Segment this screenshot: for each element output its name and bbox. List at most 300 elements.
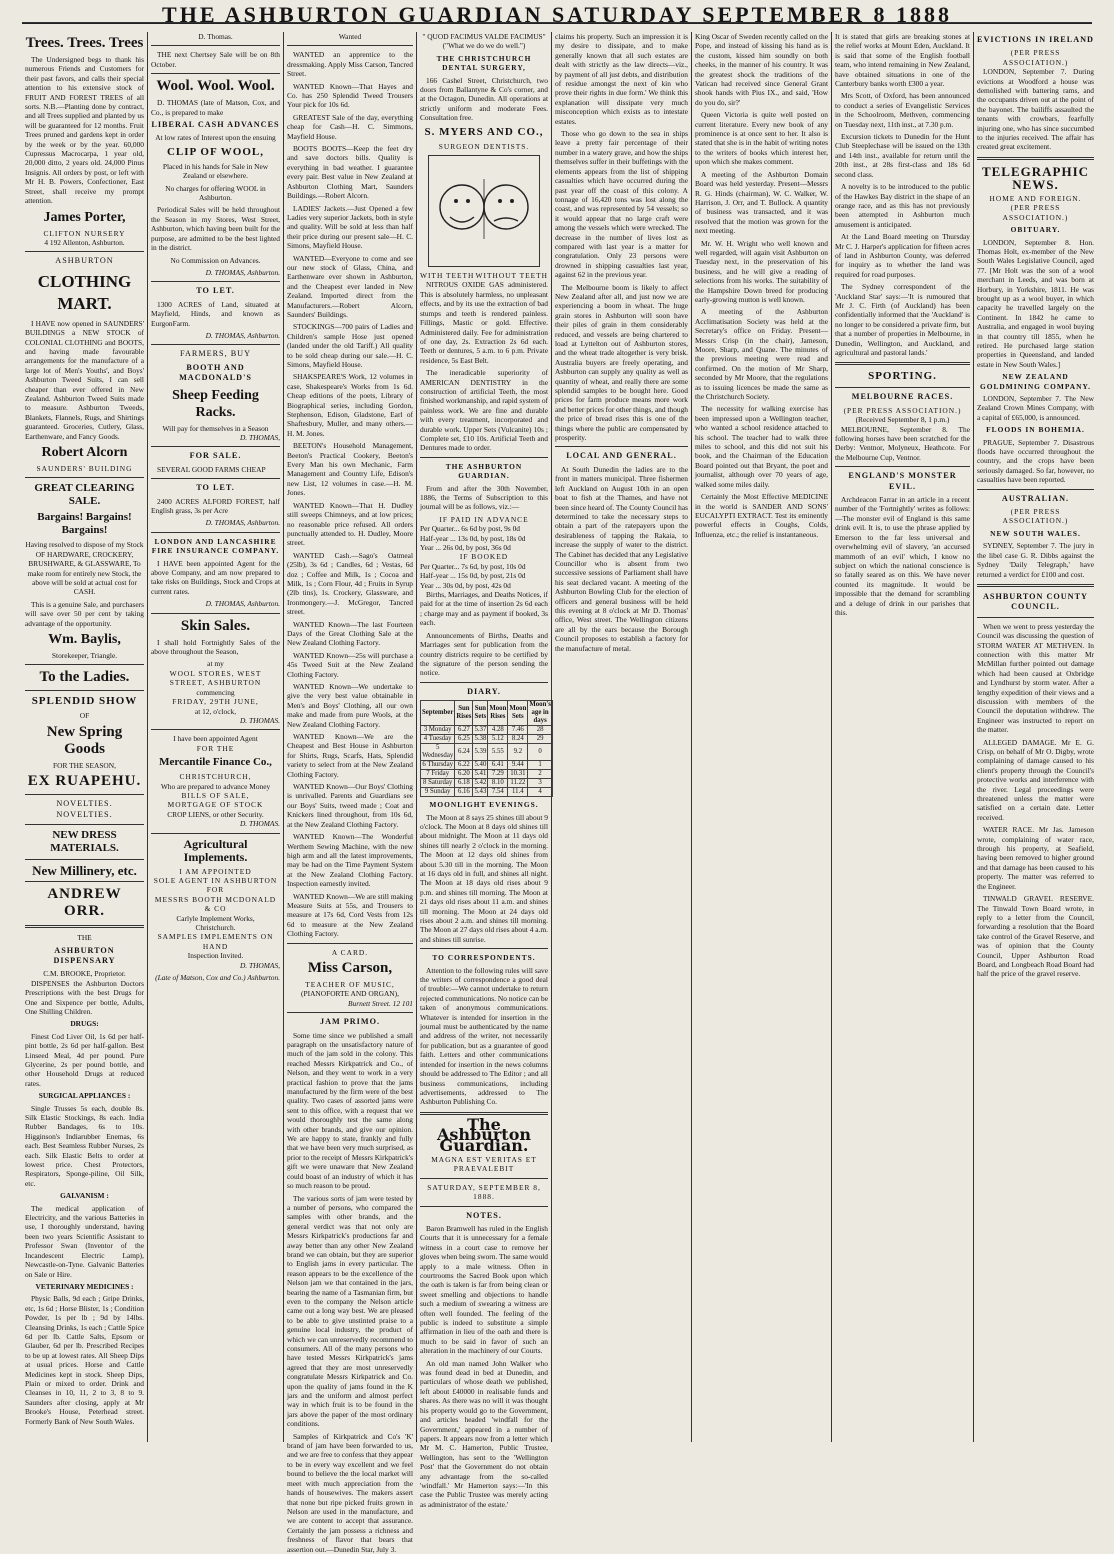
melbourne-text: MELBOURNE, September 8. The following horses have been scratched for the Derby: Ventnor, Molyneux, Heathcote. For the Melbourne Cup, Ventnor.	[835, 424, 970, 462]
obituary-text: LONDON, September 8. Hon. Thomas Holt, ex-member of the New South Wales Legislative Council, aged 77. [Mr Holt was the son of a wool merchant in Leeds, and was born at Horbury, in Yorkshire, 1811. He was brought up as a wool buyer, in which capacity he travelled largely on the Continent. In 1842 he came to Australia, and engaged in wool buying in that country till 1855, when he retired. He purchased large station properties in Queensland, and landed estate in New South Wales.]	[977, 237, 1094, 369]
card-title: TEACHER OF MUSIC,	[305, 979, 395, 989]
mercantile-heading: Mercantile Finance Co.,	[159, 756, 272, 769]
wanted-ad: WANTED Known—That H. Dudley still sweeps Chimneys, and at low prices; no reasonable price refused. All orders punctually attended to. H. Dudley, Moore street.	[287, 500, 413, 548]
telegraphic-heading: TELEGRAPHIC NEWS.	[981, 163, 1090, 192]
dental-quote: " QUOD FACIMUS VALDE FACIMUS" ("What we do we do well.")	[422, 32, 546, 51]
article-text: claims his property. Such an impression it is my desire to dissipate, and to make generally known that all such estates are dealt with strictly as the law directs—viz., by payment of all just debts, and distribution of residue amongst the next of kin who prove their rights in due form.' We think this explanation will dissipate very much misconception which exists as to intestate estates.	[555, 32, 688, 126]
diary-cell: 29	[528, 735, 553, 744]
trees-heading: Trees. Trees. Trees	[25, 35, 144, 51]
nitrous-text: NITROUS OXIDE GAS administered. This is absolutely harmless, no unpleasant effects, and by its use the extraction of bad stumps and teeth is rendered painless. Fillings, Mastic or gold. Effective. Administered daily. Fee for administration of one day, 2s. Extraction 2s 6d each. Teeth or dentures, 5 a.m. to 6 p.m. Private residence, 5s East Belt.	[420, 280, 548, 365]
baylis-sub: Storekeeper, Triangle.	[51, 651, 118, 661]
diary-cell: 5.43	[474, 788, 487, 796]
sole-text: SOLE AGENT IN ASHBURTON	[153, 875, 278, 885]
ireland-press: (PER PRESS ASSOCIATION.)	[1002, 48, 1069, 67]
diary-cell: 6.22	[455, 761, 473, 770]
season-text: FOR THE SEASON,	[53, 760, 116, 770]
wanted-ad: WANTED Known—Our Boys' Clothing is unrivalled. Parents and Guardians see our Boys' Suits, tweed made ; Coat and Knickers lined throughout, from 10s 6d, at the New Zealand Clothing Factory.	[287, 782, 413, 829]
diary-row	[421, 744, 553, 761]
notes-heading: NOTES.	[466, 1210, 502, 1220]
monster-heading: ENGLAND'S MONSTER EVIL.	[848, 471, 957, 491]
fire-ad: I HAVE been appointed Agent for the above Company, and am now prepared to take risks on Buildings, Stock and Crops at current rates.	[151, 558, 280, 596]
article-text: Certainly the Most Effective MEDICINE in the world is SANDER AND SONS' EUCALYPTI EXTRACT. Test its eminently powerful effects in Coughs, Colds, Influenza, etc.; the relief is instantaneous.	[695, 492, 828, 539]
article-text: A novelty is to be introduced to the public of the Hawkes Bay district in the shape of an orange race, and as this has not previously been attempted in Ashburton much amusement is anticipated.	[835, 182, 970, 229]
porter-address: 4 192 Allenton, Ashburton.	[44, 237, 125, 247]
signature: D. THOMAS, Ashburton.	[205, 267, 280, 277]
floods-text: PRAGUE, September 7. Disastrous floods have occurred throughout the country, and the crops have been seriously damaged. So far, however, no casualties have been reported.	[977, 437, 1094, 485]
ireland-text: LONDON, September 7. During evictions at Woodford a house was demolished with battering rams, and the occupants driven out at the point of the bayonet. The bailiffs assaulted the tenants with crowbars, fearfully injuring one, who has since succumbed to the injuries received. The affair has created great excitement.	[977, 67, 1094, 152]
australian-heading: AUSTRALIAN.	[1001, 493, 1070, 503]
diary-body	[421, 726, 553, 797]
rule	[151, 344, 280, 345]
rule	[151, 446, 280, 447]
ireland-heading: EVICTIONS IN IRELAND	[977, 35, 1094, 44]
wanted-ad: BOOTS BOOTS—Keep the feet dry and save doctors bills. Quality is everything in bad weather. I guarantee every pair. Best value in New Zealand at Ashburton Clothing Mart, Saunders Buildings.—Robert Alcorn.	[287, 144, 413, 201]
wanted-ad: WANTED Known—We are still making Measure Suits at 55s, and Trousers to measure at 17s 6d, Cord Vests from 12s 6d to measure at the New Zealand Clothing Factory.	[287, 891, 413, 939]
skin-date: FRIDAY, 29TH JUNE,	[172, 697, 259, 707]
diary-cell: 5.42	[474, 779, 487, 787]
diary-cell: 3	[528, 779, 553, 788]
diary-table	[420, 700, 553, 797]
tolet-heading: TO LET.	[196, 286, 235, 296]
splendid-heading: SPLENDID SHOW	[31, 695, 138, 708]
diary-cell: 28	[528, 726, 553, 735]
guardian-motto: MAGNA EST VERITAS ET PRAEVALEBIT	[431, 1154, 537, 1174]
diary-cell: 5.55	[488, 744, 508, 761]
telegraphic-press: (PER PRESS ASSOCIATION.)	[1002, 203, 1069, 222]
wanted-ad: BEETON's Household Management, Beeton's Practical Cookery, Beeton's Every Man his own Mechanic, Farm Management and Country Life, Edison's new List, 12 volumes in case.—H. M. Jones.	[287, 441, 413, 498]
wanted-ad: WANTED Known—We are the Cheapest and Best House in Ashburton for Shirts, Rugs, Scarfs, Hats, Splendid variety to select from at the New Zealand Clothing Factory.	[287, 732, 413, 779]
rule	[151, 73, 280, 74]
ifbooked-text: IF BOOKED	[459, 552, 509, 562]
alcorn-building: SAUNDERS' BUILDING	[36, 464, 133, 473]
bargains-note: This is a genuine Sale, and purchasers will save over 50 per cent by taking advantage of the opportunity.	[25, 599, 144, 628]
rule	[151, 532, 280, 533]
periodical-text: Periodical Sales will be held throughout the Season in my Stores, West Street, Ashburton, which having been built for the purpose, are admitted to be the best lighted in the district.	[151, 205, 280, 253]
clothing-heading: CLOTHING MART.	[37, 271, 132, 313]
diary-row	[421, 735, 553, 744]
column-4	[416, 32, 551, 1509]
rule	[151, 729, 280, 730]
spring-heading: New Spring Goods	[46, 723, 123, 757]
diary-cell: 6.16	[455, 788, 473, 797]
baylis-name: Wm. Baylis,	[48, 632, 121, 648]
portrait-right-caption: WITHOUT TEETH	[475, 271, 548, 281]
diary-cell: 2	[528, 770, 553, 779]
rule	[420, 948, 548, 949]
article-text: The necessity for walking exercise has been impressed upon a Wellington teacher, who wanted a school residence attached to his school. The teacher had to walk three miles to school, and this did not suit his book, and the Chairman of the Education Board pointed out that Bryant, the poet and journalist, although over 70 years of age, walked some miles daily.	[695, 404, 828, 489]
jam-heading: JAM PRIMO.	[319, 1017, 381, 1027]
diary-cell: 5.38	[474, 735, 487, 743]
inspection-text: Inspection Invited.	[187, 951, 244, 961]
diary-row	[421, 788, 553, 797]
signature: D. THOMAS, Ashburton.	[205, 330, 280, 340]
jam-text-1: Some time since we published a small paragraph on the unsatisfactory nature of much of the jam sold in the colony. This reached Messrs Kirkpatrick and Co., of Nelson, and they went to work in a very practical fashion to prove that the jams manufactured by the firm were of the best quality. Two cases of assorted jams were sent to this office, with a request that we would thoroughly test the same along with other brands, and give our opinion. We are happy to state, frankly and fully that we have been very much surprised, as prior to the receipt of Messrs Kirkpatrick's gift we were unaware that New Zealand could boast of an industry of which it has so much reason to be proud.	[287, 1030, 413, 1191]
signature: D. THOMAS, Ashburton.	[205, 518, 280, 528]
thomas-intro: D. THOMAS (late of Matson, Cox, and Co., is prepared to make	[151, 98, 280, 117]
skin-time: at 12, o'clock,	[194, 706, 237, 716]
dispensary-the: THE	[77, 933, 92, 943]
signature: D. THOMAS.	[239, 819, 280, 829]
galvanism-text: The medical application of Electricity, and the various Batteries in use, I thoroughly understand, having been two years Scientific Assistant to Professor Swan (Inventor of the Incandescent Electric Lamp), Newcastle-on-Tyne. Galvanic Batteries on Sale or Hire.	[25, 1203, 144, 1279]
moonlight-text: The Moon at 8 says 25 shines till about 9 o'clock. The Moon at 8 days old shines till about midnight. The Moon at 11 days old shines till nearly 2 o'clock in the morning. The Moon at 12 days old shines from about 5.30 till in the morning. The Moon at 16 days old in full, and shines all night. The Moon at 18 days old rises about 9 p.m. and shines till morning. The Moon at 21 days old rises about 11 a.m. and shines till morning. The Moon at 24 days old rises about 2 a.m. and shines till morning. The Moon at 27 days old rises about 4 a.m. and shines till sunrise.	[420, 812, 548, 944]
obituary-heading: OBITUARY.	[1010, 225, 1061, 235]
rule	[25, 925, 144, 928]
jam-text-3: Samples of Kirkpatrick and Co's 'K' brand of jam have been forwarded to us, and we are free to confess that they appear to be in every way excellent and we feel bound to believe the the local market will meet with much appreciation from the hands of housewives. The makers assert that none but ripe picked fruits grown in Nelson are used in the manufacture, and we are content to accept that assurance. Certainly the jam possess a richness and freshness of flavor that bears that assertion out.—Dunedin Star, July 3.	[287, 1431, 413, 1554]
diary-cell: 8.24	[508, 735, 528, 744]
nsw-text: SYDNEY, September 7. The jury in the libel case G. R. Dibbs against the Sydney 'Daily Telegraph,' have returned a verdict for £100 and cost.	[977, 541, 1094, 579]
diary-cell: 10.31	[508, 770, 528, 779]
mortgage-text: MORTGAGE OF STOCK	[167, 800, 264, 810]
australian-press: (PER PRESS ASSOCIATION.)	[1002, 507, 1069, 526]
diary-cell: 6 Thursday	[422, 761, 453, 769]
rule	[420, 457, 548, 458]
card-a: A CARD.	[331, 947, 369, 957]
masthead-rule	[22, 22, 1092, 24]
rule	[977, 617, 1094, 618]
guardian-masthead: The Ashburton Guardian.	[437, 1114, 531, 1155]
advance-text: Who are prepared to advance Money	[160, 781, 271, 791]
agent-intro: I have been appointed Agent	[173, 734, 258, 744]
signature: D. THOMAS,	[239, 432, 280, 442]
notes-text-2: An old man named John Walker who was found dead in bed at Dunedin, and particulars of whose death we published, left about £40000 in realisable funds and shares. As there was no will it was thought his property would go to the Government, and articles headed 'windfall for the Government,' appeared in a number of papers. It appears now from a letter which Mr M. C. Hamerton, Public Trustee, Wellington, has sent to the 'Wellington Post' that the Government do not obtain any advantage from the so-called 'windfall.' Mr Hamerton says:—'In this case the Public Trustee was merely acting as administrator of the estate.'	[420, 1358, 548, 1509]
diary-cell: 9.2	[508, 744, 528, 761]
signature: D. THOMAS,	[239, 960, 280, 970]
article-text: At the Land Board meeting on Thursday Mr C. J. Harper's application for fifteen acres of land in Ashburton County, was deferred for inquiry as to whether the land was required for road purposes.	[835, 232, 970, 279]
skin-heading: Skin Sales.	[180, 617, 251, 634]
wanted-ad: WANTED Known—We undertake to give the very best value obtainable in Men's and Boys' Clothing, all our own make and made from pure Wools, at the New Zealand Clothing Factory.	[287, 682, 413, 729]
booth-heading: BOOTH AND MACDONALD'S	[179, 362, 252, 383]
article-text: A meeting of the Ashburton Domain Board was held yesterday. Present—Messrs R. G. Hinds (chairman), W. C. Walker, W. Harrison, J. Orr, and T. Bullock. A quantity of business was transacted, and it was resolved that the motion was grown for the next meeting.	[695, 169, 828, 236]
pay-text: Will pay for themselves in a Season	[162, 423, 269, 433]
diary-column-header: Sun Rises	[455, 701, 473, 726]
wanted-ad: WANTED Known—The last Fourteen Days of the Great Clothing Sale at the New Zealand Clothing Factory.	[287, 619, 413, 648]
nocomm-text: No Commission on Advances.	[170, 255, 261, 265]
article-text: The Melbourne boom is likely to affect New Zealand after all, and just now we are experiencing a boom in wheat. The huge grain stores in Ashburton will soon have their piles of grain in them considerably reduced, and vessels are being chartered to load at Lyttelton out of Ashburton stores, and the wheat trade altogether is very brisk. Australia buyers are freely operating, and Ashburton can supply any quality as well as quantity of wheat, and really there are some splendid samples to be bought here. Good prices for farm produce means more work and better prices for other things, and though the price of bread rises this is one of the things where the public are compensated by prosperity.	[555, 282, 688, 443]
press-text: (PER PRESS ASSOCIATION.)	[843, 405, 962, 415]
diary-heading: DIARY.	[467, 686, 501, 696]
rule	[151, 833, 280, 834]
galvanism-heading: GALVANISM :	[60, 1191, 109, 1201]
works-text: Carlyle Implement Works,	[176, 913, 255, 923]
rule	[977, 584, 1094, 587]
melbourne-heading: MELBOURNE RACES.	[851, 392, 954, 402]
article-text: A meeting of the Ashburton Acclimatisation Society was held at the Secretary's office on Friday. Present—Messrs Crisp (in the chair), Jameson, Moore, Sharp, and Quane. The minutes of the previous meeting were read and confirmed. On the motion of Mr Sharp, seconded by Mr Moore, that the regulations as to issuing licences be made the same as the Christchurch Society.	[695, 307, 828, 402]
rule	[287, 45, 413, 46]
drugs-text: Finest Cod Liver Oil, 1s 6d per half-pint bottle, 2s 6d per half-gallon. Best Linseed Meal, 4d per pound. Pure Glycerine, 2s per pound bottle, and other Household Drugs at reduced rates.	[25, 1031, 144, 1088]
diary-cell: 0	[528, 744, 553, 761]
dress-heading: NEW DRESS MATERIALS.	[50, 829, 119, 855]
diary-column-header: September	[421, 701, 455, 726]
vet-heading: VETERINARY MEDICINES :	[35, 1281, 134, 1291]
wanted-ad: WANTED Known—That Hayes and Co. has 250 Splendid Tweed Trousers Your pick for 10s 6d.	[287, 81, 413, 110]
diary-cell: 9.44	[508, 761, 528, 770]
rule	[25, 251, 144, 252]
moonlight-heading: MOONLIGHT EVENINGS.	[429, 800, 539, 810]
diary-column-header: Moon Rises	[488, 701, 508, 726]
terms-line: Year ... 30s 0d, by post, 42s 0d	[420, 580, 511, 590]
column-1	[22, 32, 147, 1442]
liberal-heading: LIBERAL CASH ADVANCES	[151, 120, 280, 130]
portrait-left-caption: WITH TEETH	[420, 271, 475, 281]
article-text: Mr. W. H. Wright who well known and well regarded, will again visit Ashburton on Tuesday next, in the preservation of his business, and he will give a reading of selections from his works. The suitability of the Hampshire Down breed for producing early-growing mutton is well known.	[695, 238, 828, 304]
trees-ad: The Undersigned begs to thank his numerous Friends and Customers for their past favors, and calls their special attention to his extensive stock of FRUIT AND FOREST TREES of all sorts. N.B.—Planting done by contract, and all Trees supplied and planted by us will be guaranteed for 12 months. Fruit Trees pruned and gardens kept in order by the week or by the year. 60,000 Cupressus Macrocarpa, 1 year old, 20,000 ditto, 2 years old. 24,000 Pinus Insignis. All orders by post, or left with Mr H. B. Powers, Confectioner, East Street, shall receive my prompt attention.	[25, 55, 144, 206]
diary-cell: 11.4	[508, 788, 528, 797]
myers-heading: S. MYERS AND CO.,	[424, 125, 544, 138]
rule	[835, 362, 970, 365]
diary-header-row	[421, 701, 553, 726]
american-text: The ineradicable superiority of AMERICAN DENTISTRY in the construction of artificial Teeth, the most finished workmanship, and rapid system of painless work. We are fine and durable with every treatment, incorporated and durable work. Upper Sets (Vulcanite) 10s ; Complete set, £10 10s. Artificial Teeth and Dentures made to order.	[420, 368, 548, 453]
acres-ad: 1300 ACRES of Land, situated at Mayfield, Hinds, and known as EurgonFarm.	[151, 299, 280, 328]
diary-cell: 7.46	[508, 726, 528, 735]
wanted-ad: GREATEST Sale of the day, everything cheap for Cash—H. C. Simmons, Mayfield House.	[287, 112, 413, 141]
diary-cell: 6.18	[455, 779, 473, 788]
goldmining-heading: NEW ZEALAND GOLDMINING COMPANY.	[980, 372, 1091, 391]
rule	[420, 1206, 548, 1207]
novelties-1: NOVELTIES.	[56, 799, 113, 809]
appointed-text: I AM APPOINTED	[179, 866, 252, 876]
guardian-terms-text: From and after the 30th November, 1886, the Terms of Subscription to this journal will be as follows, viz.:—	[420, 483, 548, 512]
monster-text: Archdeacon Farrar in an article in a recent number of the 'Fortnightly' writes as follows:—The monster evil of England is this same drink evil. It is, to use the phrase applied by Emerson to the far less universal and overwhelming evil of slavery, 'an accursed mammoth of an evil' which, I know no subject on which the national conscience is so fatally seared as on this. We have never counted its magnitude. It would be impossible that the demand for scrambling and a deluge of drink in our parishes that this.	[835, 495, 970, 617]
article-text: Queen Victoria is quite well posted on current literature. Every new book of any prominence is at once sent to her. It also is stated that she is in the habit of writing notes to the writers of books which interest her, upon which she makes comment.	[695, 110, 828, 167]
card-sub: (PIANOFORTE AND ORGAN),	[301, 989, 399, 999]
bargains-heading: Bargains! Bargains! Bargains!	[37, 511, 132, 537]
wanted-ad: WANTED an apprentice to the dressmaking. Apply Miss Carson, Tancred Street.	[287, 50, 413, 79]
diary-column-header: Sun Sets	[473, 701, 488, 726]
column-3	[283, 32, 416, 1554]
crop-text: CROP LIENS, or other Security.	[167, 809, 264, 819]
clip-heading: CLIP OF WOOL,	[166, 145, 265, 158]
samples-text: SAMPLES IMPLEMENTS ON HAND	[157, 932, 274, 951]
diary-cell: 6.41	[488, 761, 508, 770]
diary-cell: 5 Wednesday	[422, 744, 454, 760]
drugs-heading: DRUGS:	[70, 1019, 99, 1029]
diary-row	[421, 770, 553, 779]
announcements-text: Announcements of Births, Deaths and Marriages sent for publication from the country districts require to be certified by the signature of the person sending the notice.	[420, 630, 548, 678]
diary-cell: 5.41	[474, 770, 487, 778]
jam-text-2: The various sorts of jam were tested by a number of persons, who compared the samples with other brands, and the general verdict was that not only are Messrs Kirkpatrick's productions far and away better than any other New Zealand brand we can obtain, but they are superior to English jams in every particular. The reason appears to be the excellence of the Nelson jam we that contained in the jars, bearing the name of a Tasmanian firm, but even to the company the Nelson article came out a long way best. We are pleased to be able to give unstinted praise to a genuine local industry, the product of which we can unreservedly recommend to consumers. All of the many persons who have tested Messrs Kirkpatrick's jams agreed that they are most unreservedly congratulate Messrs Kirkpatrick and Co. upon the quality of jams found in the K jars and the uniform and almost perfect way in which fruit is to be found in the jars above the paper of the most ordinary conditions.	[287, 1193, 413, 1429]
portrait-captions	[420, 271, 548, 280]
births-text: Births, Marriages, and Deaths Notices, if paid for at the time of insertion 2s 6d each ; charge may and as payment if booked, 3s each.	[420, 590, 548, 628]
rule	[151, 281, 280, 282]
diary-column-header: Moon's age in days	[529, 701, 551, 725]
skin-at: at my	[207, 659, 224, 669]
telegraphic-sub: HOME AND FOREIGN.	[989, 193, 1082, 203]
racks-heading: Sheep Feeding Racks.	[172, 387, 259, 420]
diary-row	[421, 761, 553, 770]
article-text: Excursion tickets to Dunedin for the Hunt Club Steeplechase will be issued on the 13th and 14th inst., available for return until the 20th inst., at 28s first-class and 18s 6d second class.	[835, 132, 970, 179]
ladies-heading: To the Ladies.	[39, 669, 130, 686]
messrs-text: MESSRS BOOTH MCDONALD & CO	[154, 894, 277, 914]
diary-cell: 6.25	[455, 735, 473, 744]
novelties-2: NOVELTIES.	[56, 809, 113, 819]
rule	[287, 1012, 413, 1013]
rule	[25, 881, 144, 882]
rule	[420, 682, 548, 683]
dispensary-intro: DISPENSES the Ashburton Doctors Prescriptions with the best Drugs for One and Sixpence per bottle, Adults, One Shilling Children.	[25, 978, 144, 1016]
terms-line: Half-year ... 13s 0d, by post, 18s 0d	[420, 533, 526, 543]
masthead-text: THE ASHBURTON GUARDIAN SATURDAY SEPTEMBER 8 1888	[162, 2, 952, 27]
diary-cell: 4 Tuesday	[421, 735, 455, 744]
diary-cell: 7 Friday	[421, 770, 455, 779]
council-text-2: ALLEGED DAMAGE. Mr E. G. Crisp, on behalf of Mr O. Digby, wrote complaining of damage caused to his client's property through the Council's protective works and interference with the river. Legal proceedings were threatened unless the matter were satisfied on a certain date. Letter received.	[977, 737, 1094, 822]
card-name: Miss Carson,	[307, 959, 393, 976]
rule	[555, 446, 688, 447]
council-text-4: TINWALD GRAVEL RESERVE. The Tinwald Town Board wrote, in reply to a letter from the Council, forwarding a resolution that the Board take control of the Gravel Reserve, and was of opinion that the County Council, Upper Ashburton Road Board, and Longbeach Road Board had half the price of the gravel reserve.	[977, 894, 1094, 979]
correspondents-text: Attention to the following rules will save the writers of correspondence a good deal of trouble:—We cannot undertake to return rejected communications. No notice can be taken of anonymous communications. Whatever is intended for insertion in the journal must be authenticated by the name and address of the writer, not necessarily for publication, but as a guarantee of good faith. Letters and other communications intended for insertion in the news columns should be addressed to The Editor ; and all business communications, including advertisements, addressed to The Ashburton Publishing Co.	[420, 965, 548, 1107]
column-2	[147, 32, 283, 1442]
acres2-ad: 2400 ACRES ALFORD FOREST, half English grass, 3s per Acre	[151, 496, 280, 515]
diary-cell: 5.39	[473, 744, 488, 761]
rule	[151, 613, 280, 614]
wanted-ad: WANTED Cash.—Sago's Oatmeal (25lb), 3s 6d ; Candles, 6d ; Vestas, 6d doz ; Coffee and Milk, 1s ; Cocoa and Milk, 1s ; Corn Flour, 4d ; Fruits in Syrup (2lb tins), 1s. Crockery, Glassware, and Ironmongery.—J. McGregor, Tancred street.	[287, 550, 413, 617]
council-text-3: WATER RACE. Mr Jas. Jameson wrote, complaining of water race, through his property, at Seafield, having been removed to higher ground and that damage has been caused to his property. The matter was referred to the Engineer.	[977, 825, 1094, 891]
rule	[835, 466, 970, 467]
diary-cell: 1	[528, 761, 553, 770]
rule	[420, 1178, 548, 1179]
rule	[151, 478, 280, 479]
for-text: FOR	[206, 885, 225, 895]
alcorn-name: Robert Alcorn	[41, 445, 128, 460]
dental-company: THE CHRISTCHURCH DENTAL SURGERY,	[436, 53, 532, 73]
diary-column-header: Moon Sets	[508, 701, 528, 726]
rule	[287, 943, 413, 944]
rule	[977, 489, 1094, 490]
guardian-terms-heading: THE ASHBURTON GUARDIAN.	[445, 461, 523, 481]
porter-name: James Porter,	[43, 209, 126, 225]
diary-cell: 6.24	[455, 744, 473, 761]
diary-cell: 8.10	[488, 779, 508, 788]
vet-text: Physic Balls, 9d each ; Gripe Drinks, etc, 1s 6d ; Horse Blister, 1s ; Condition Powder, 1s per lb ; 9d by 14lbs. Cleansing Drinks, 1s each ; Cattle Spice 6d per lb. Cattle Salts, Epsom or Glauber, 6d per lb. Prescribed Recipes to be up at lowest rates. All Sheep Dips at usual prices. Horse and Cattle Medicines kept in stock. Sheep Dips, Plain or mixed to order. Drink and Cleanses in 10, 11, 2 to 3, 8 to 9. Saunders after closing, apply at Mr Brooke's House, Peterhead street. Formerly Bank of New South Wales.	[25, 1294, 144, 1426]
wanted-ad: STOCKINGS—700 pairs of Ladies and Children's sample Hose just opened (landed under the old Tariff.) All quality to be sold cheap during our sale.—H. C. Simons, Mayfield House.	[287, 322, 413, 369]
diary-cell: 11.22	[508, 779, 528, 788]
bills-text: BILLS OF SALE,	[181, 790, 250, 800]
notes-text-1: Baron Bramwell has ruled in the English Courts that it is unnecessary for a female witness in a court case to remove her gloves when being sworn. The same would apply to a male witness. Often in courtrooms the Sacred Book upon which the oath is taken is far from being clean or sweet smelling and objections to handle such a medium of swearing a witness are often well founded. The feeling of the public is indeed to substitute a simple affirmation in lieu of the oath and there is much to be said in favor of such an alteration in the machinery of our Courts.	[420, 1223, 548, 1356]
fire-heading: LONDON AND LANCASHIRE FIRE INSURANCE COMPANY.	[151, 536, 280, 556]
wool-heading: Wool. Wool. Wool.	[156, 78, 275, 95]
local-text: At South Dunedin the ladies are to the front in matters municipal. Three fishermen left Auckland on August 10th in an open boat to fish at the Thames, and have not been since heard of. The County Council has determined to take the necessary steps to obtain a part of the ratepayers upon the desirableness of tapping the Rakaia, to increase the supply of water to the district. The Cabinet has decided that any Legislative Councillor who is absent from two successive sessions of Parliament shall have his seat declared vacant. A meeting of the Ashburton Bowling Club for the election of officers and general business will be held this evening at 8 o'clock at Mr D. Thomas' office, West street. The Wellington citizens are all by the ears because the Borough Council proposes to establish a factory for the manufacture of metal.	[555, 464, 688, 653]
rule	[25, 477, 144, 478]
rule	[25, 664, 144, 665]
farmers-text: FARMERS, BUY	[180, 349, 251, 359]
diary-cell: 5.12	[488, 735, 508, 744]
council-heading: ASHBURTON COUNTY COUNCIL.	[983, 591, 1088, 612]
thomas-top: D. Thomas.	[198, 32, 233, 41]
surgical-text: Single Trusses 5s each, double 8s. Silk Elastic Stockings, 8s each. India Rubber Bandages, 6s to 10s. Higginson's Indiarubber Enemas, 6s each. Best Seamless Rubber Nurses, 2s each. Silk Elastic Belts to order at lowest price. Chest Protectors, Respirators, Sponge-piline, Oil Silk, etc.	[25, 1103, 144, 1188]
millinery-heading: New Millinery, etc.	[32, 863, 137, 879]
council-text-1: When we went to press yesterday the Council was discussing the question of STORM WATER AT METHVEN. In connection with this matter Mr McMillan further pointed out damage which had been caused at Oxbridge and Lyndhurst by storm water. After a lengthy expedition of their views and a discussion with members of the Council the deputation withdrew. The Engineer was instructed to report on the matter.	[977, 621, 1094, 735]
signature-sub: (Late of Matson, Cox and Co.) Ashburton.	[155, 973, 280, 983]
diary-cell: 3 Monday	[421, 726, 455, 735]
wanted-ad: LADIES' Jackets.—Just Opened a few Ladies very superior Jackets, both in style and quality. Will be sold at less than half their price during our present sale—H. C. Simons, Mayfield House.	[287, 203, 413, 251]
agent-for: FOR THE	[196, 743, 235, 753]
clothing-ad: I HAVE now opened in SAUNDERS' BUILDINGS a NEW STOCK of COLONIAL CLOTHING and BOOTS, and having made favourable arrangements for the manufacture of a large lot of Men's Youths', and Boys' Ashburton Tweed Suits, I can sell cheaper than ever offered in New Zealand. Ashburton Tweed Suits made to measure. Ashburton Tweeds, Blankets, Flannels, Rugs, and Shirtings guaranteed. Groceries, Cutlery, Glass, Earthenware, and Fancy Goods.	[25, 318, 144, 441]
nsw-heading: NEW SOUTH WALES.	[990, 528, 1081, 538]
skin-text: I shall hold Fortnightly Sales of the above throughout the Season,	[151, 637, 280, 657]
masthead	[0, 0, 1114, 30]
article-text: It is stated that girls are breaking stones at the relief works at Mount Eden, Auckland. It is said that some of the English football team, who intend remaining in New Zealand, have obtained situations in one of the Canterbury banks worth £300 a year.	[835, 32, 970, 89]
article-text: The Sydney correspondent of the 'Auckland Star' says:—'It is rumoured that Mr J. C. Firth (of Auckland) has been confidentially informed that the 'Auckland' is no longer to be considered a private firm, but that a number of properties in Melbourne, in Dunedin, Wellington, and Auckland, and agricultural and pastoral lands.'	[835, 282, 970, 357]
nocharges-text: No charges for offering WOOL in Ashburton.	[165, 183, 266, 203]
chch-text: Christchurch.	[195, 923, 236, 932]
dispensary-heading: ASHBURTON DISPENSARY	[53, 945, 116, 965]
article-text: Mrs Scott, of Oxford, has been announced to conduct a series of Evangelistic Services in the Schoolroom, Methven, commencing on Tuesday next, 11th inst., at 7.30 p.m.	[835, 91, 970, 129]
column-5	[551, 32, 691, 1442]
diary-cell: 8 Saturday	[421, 779, 455, 788]
rule	[25, 859, 144, 860]
agri-heading: Agricultural Implements.	[183, 836, 248, 864]
rule	[835, 387, 970, 388]
chertsey-notice: THE next Chertsey Sale will be on 8th October.	[151, 50, 280, 69]
dental-portrait	[428, 155, 540, 267]
diary-cell: 7.29	[488, 770, 508, 779]
interest-text: At low rates of Interest upon the ensuing	[155, 133, 276, 143]
diary-cell: 6.20	[455, 770, 473, 779]
surgical-heading: SURGICAL APPLIANCES :	[38, 1091, 131, 1101]
diary-cell: 9 Sunday	[421, 788, 455, 797]
diary-cell: 4	[528, 788, 553, 797]
mercantile-city: CHRISTCHURCH,	[179, 772, 252, 782]
article-text: Those who go down to the sea in ships leave a pretty fair percentage of their number in a watery grave, and how the ships themselves suffer in their buffetings with the elements appears from the list of shipping casualties which have occurred during the past year off the coast of this colony. A tonnage of 16,420 tons was lost along the coast, and was represented by 54 vessels; so it would appear that no large craft were among the vessels which were wrecked. The decrease in the number of lives lost as compared with last year is a matter for congratulation. Only 23 persons were drowned in shipping casualties last year, against 62 in the previous year.	[555, 129, 688, 280]
goldmining-text: LONDON, September 7. The New Zealand Crown Mines Company, with a capital of £65,000, is announced.	[977, 394, 1094, 422]
signature: D. THOMAS.	[239, 715, 280, 725]
card-address: Burnett Street. 12 101	[348, 998, 413, 1008]
orr-name: ANDREW ORR.	[47, 886, 122, 920]
portrait-illustration	[432, 159, 536, 263]
diary-row	[421, 779, 553, 788]
ruapehu-heading: EX RUAPEHU.	[27, 773, 142, 790]
sporting-heading: SPORTING.	[868, 370, 937, 383]
terms-line: Per Quarter... 7s 6d, by post, 10s 0d	[420, 561, 526, 571]
terms-line: Year ... 26s 0d, by post, 36s 0d	[420, 543, 511, 553]
porter-nursery: CLIFTON NURSERY	[43, 228, 126, 238]
local-heading: LOCAL AND GENERAL.	[566, 451, 677, 461]
wanted-top: Wanted	[338, 32, 362, 41]
rule	[25, 794, 144, 795]
rule	[977, 157, 1094, 160]
placed-text: Placed in his hands for Sale in New Zealand or elsewhere.	[162, 161, 269, 181]
dental-address: 166 Cashel Street, Christchurch, two doors from Ballantyne & Co's corner, and at the Octagon, Dunedin. All operations at strictly uniform and moderate Fees. Consultation free.	[420, 75, 548, 123]
signature: D. THOMAS, Ashburton.	[205, 599, 280, 609]
rule	[25, 690, 144, 691]
column-7	[831, 32, 973, 1442]
forsale-heading: FOR SALE.	[189, 451, 242, 461]
ifpaid-text: IF PAID IN ADVANCE	[439, 514, 529, 524]
clearing-heading: GREAT CLEARING SALE.	[34, 482, 135, 508]
terms-line: Half-year ... 15s 0d, by post, 21s 0d	[420, 571, 526, 581]
diary-row	[421, 726, 553, 735]
skin-comm: commencing	[196, 687, 235, 697]
received-text: (Received September 8, 1 p.m.)	[855, 415, 950, 425]
rule	[25, 824, 144, 825]
diary-cell: 6.27	[455, 726, 473, 735]
rule	[151, 45, 280, 46]
correspondents-heading: TO CORRESPONDENTS.	[432, 953, 536, 963]
article-text: King Oscar of Sweden recently called on the Pope, and instead of kissing his hand as is the custom, kissed him soundly on both cheeks, in the manner of his country. It was the greatest shock the traditions of the Vatican had received since General Grant shook hands with Pius IX., and said, 'How do you do, sir?'	[695, 32, 828, 107]
terms-line: Per Quarter... 6s 6d by post, 9s 0d	[420, 524, 520, 534]
diary-cell: 4.28	[488, 726, 508, 735]
farms-text: SEVERAL GOOD FARMS CHEAP	[157, 464, 266, 474]
diary-cell: 5.40	[474, 761, 487, 769]
skin-stores: WOOL STORES, WEST STREET, ASHBURTON	[169, 668, 262, 688]
clothing-town: ASHBURTON	[55, 256, 114, 266]
wanted-ad: WANTED Known—The Wonderful Werthem Sewing Machine, with the new high arm and all the latest improvements, may be had on the Time Payment System at the New Zealand Clothing Factory. Inspection earnestly invited.	[287, 832, 413, 889]
wanted-ad: SHAKSPEARE'S Work, 12 volumes in case, Shakespeare's Works from 1s 6d. Cheap editions of the poets, Library of Biographical series, including Gordon, Stephenson, Edison, Gladstone, Earl of Shaftesbury, Muller, and many others.—H. M. Jones.	[287, 372, 413, 438]
tolet2-heading: TO LET.	[196, 483, 235, 493]
surgeon-text: SURGEON DENTISTS.	[438, 141, 530, 151]
of-text: OF	[79, 711, 90, 721]
dispensary-proprietor: C.M. BROOKE, Proprietor.	[43, 969, 126, 979]
column-8	[973, 32, 1097, 1442]
